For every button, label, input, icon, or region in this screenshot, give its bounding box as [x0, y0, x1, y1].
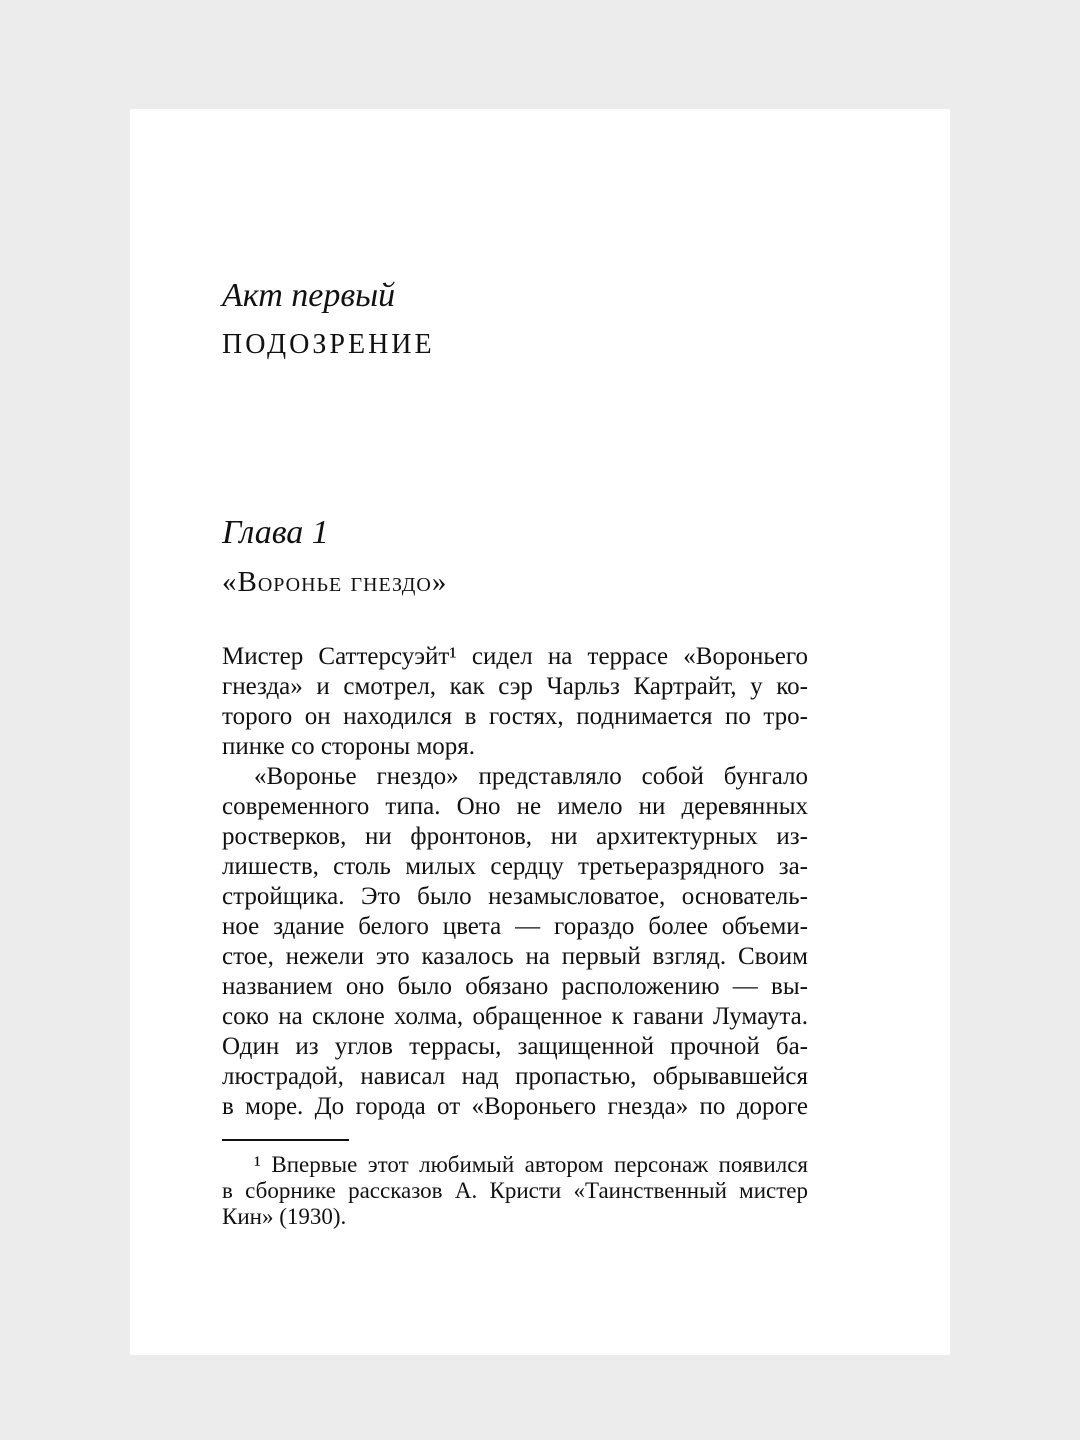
- body-line: гнезда» и смотрел, как сэр Чарльз Картрайт, у ко-: [222, 673, 808, 700]
- body-line: люстрадой, нависал над пропастью, обрывавшейся: [222, 1063, 808, 1090]
- footnote-divider: [222, 1139, 349, 1141]
- footnote-line: ¹ Впервые этот любимый автором персонаж появился: [254, 1152, 808, 1177]
- body-line: стое, нежели это казалось на первый взгляд. Своим: [222, 943, 808, 970]
- body-line: «Воронье гнездо» представляло собой бунгало: [254, 763, 808, 790]
- book-page: [130, 109, 950, 1355]
- body-line: пинке со стороны моря.: [222, 733, 476, 760]
- chapter-heading-title: «Воронье гнездо»: [222, 566, 448, 598]
- body-line: торого он находился в гостях, поднимается по тро-: [222, 703, 808, 730]
- body-line: соко на склоне холма, обращенное к гавани Лумаута.: [222, 1003, 808, 1030]
- body-line: Мистер Саттерсуэйт¹ сидел на террасе «Вороньего: [222, 643, 808, 670]
- chapter-heading-kicker: Глава 1: [222, 514, 329, 551]
- body-line: стройщика. Это было незамысловатое, основатель-: [222, 883, 808, 910]
- footnote-line: в сборнике рассказов А. Кристи «Таинственный мистер: [222, 1178, 808, 1203]
- act-heading-kicker: Акт первый: [222, 277, 396, 314]
- act-heading-title: ПОДОЗРЕНИЕ: [222, 329, 435, 360]
- footnote-line: Кин» (1930).: [222, 1204, 347, 1229]
- body-line: ростверков, ни фронтонов, ни архитектурных из-: [222, 823, 808, 850]
- body-line: Один из углов террасы, защищенной прочной ба-: [222, 1033, 808, 1060]
- body-line: названием оно было обязано расположению — вы-: [222, 973, 808, 1000]
- body-line: ное здание белого цвета — гораздо более объеми-: [222, 913, 808, 940]
- body-line: современного типа. Оно не имело ни деревянных: [222, 793, 808, 820]
- footnote: [222, 1152, 808, 1230]
- body-line: лишеств, столь милых сердцу третьеразрядного за-: [222, 853, 808, 880]
- body-text: [222, 642, 808, 1122]
- body-line: в море. До города от «Вороньего гнезда» по дороге: [222, 1093, 808, 1120]
